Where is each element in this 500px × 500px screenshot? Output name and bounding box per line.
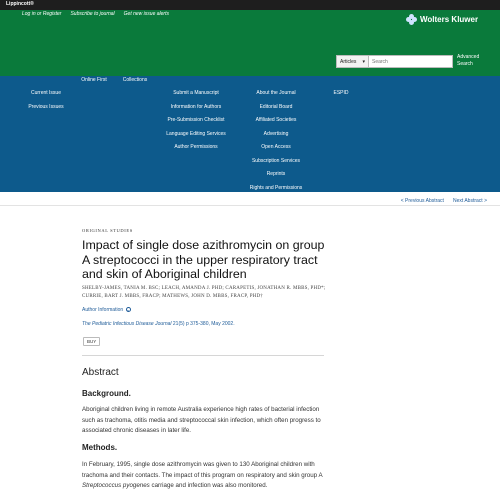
journal-name[interactable]: The Pediatric Infectious Disease Journal: [82, 321, 172, 327]
nav-col-journal: [238, 87, 314, 195]
search-scope-select[interactable]: [336, 55, 369, 68]
background-heading: Background.: [82, 389, 131, 398]
search-scope-value: Articles: [340, 58, 357, 65]
nav-subscription-services[interactable]: Subscription Services: [251, 157, 301, 164]
wolters-kluwer-logo[interactable]: [406, 14, 478, 25]
login-register-link[interactable]: Log in or Register: [22, 11, 62, 17]
nav-author-permissions[interactable]: Author Permissions: [174, 144, 218, 150]
nav-col-authors: [157, 87, 235, 155]
article-section-label: ORIGINAL STUDIES: [82, 228, 133, 233]
methods-text: [82, 460, 327, 492]
nav-language-editing[interactable]: Language Editing Services: [166, 130, 226, 137]
next-abstract-link[interactable]: Next Abstract >: [452, 198, 487, 204]
chevron-down-icon: ▾: [362, 58, 365, 65]
methods-text-part1: In February, 1995, single dose azithromycin was given to 130 Aboriginal children with trachoma and their contacts. The impact of this program on respiratory and skin group A: [82, 461, 323, 479]
nav-affiliated-societies[interactable]: Affiliated Societies: [255, 117, 297, 123]
logo-mark-icon: [406, 14, 417, 25]
abstract-heading: Abstract: [82, 367, 119, 378]
search-bar: [336, 55, 453, 68]
nav-reprints[interactable]: Reprints: [266, 171, 286, 177]
nav-editorial-board[interactable]: Editorial Board: [259, 103, 293, 110]
subscribe-link[interactable]: Subscribe to journal: [70, 11, 115, 17]
nav-info-authors[interactable]: Information for Authors: [170, 103, 222, 110]
abstract-pager: [401, 198, 487, 204]
nav-col-issues: [22, 87, 70, 114]
lippincott-brand[interactable]: Lippincott®: [6, 1, 34, 7]
header-links: [22, 11, 169, 17]
nav-current-issue[interactable]: Current Issue: [30, 90, 61, 96]
nav-rights-permissions[interactable]: Rights and Permissions: [249, 184, 303, 191]
section-rule: [82, 355, 324, 356]
background-text: Aboriginal children living in remote Australia experience high rates of bacterial infection such as trachoma, otitis media and streptococcal skin infection, which often progress to associated chronic diseases in later life.: [82, 406, 321, 434]
nav-online-first[interactable]: Online First: [81, 77, 107, 83]
nav-col-online: [76, 74, 112, 88]
author-information-label: Author Information: [82, 307, 124, 313]
nav-submit-manuscript[interactable]: Submit a Manuscript: [173, 90, 219, 96]
top-bar: [0, 0, 500, 10]
nav-open-access[interactable]: Open Access: [261, 144, 291, 150]
article-authors: SHELBY-JAMES, TANIA M. BSC; LEACH, AMANDA J. PHD; CARAPETIS, JONATHAN R. MBBS, PHD*; CURRIE, BART J. MBBS, FRACP; MATHEWS, JOHN D. MBBS, FRACP, PHD†: [82, 286, 326, 299]
citation-details: 21(5) p 375-380, May 2002.: [171, 321, 235, 327]
nav-collections[interactable]: Collections: [122, 77, 148, 83]
nav-col-espid: [326, 87, 356, 101]
buy-button[interactable]: BUY: [83, 337, 100, 346]
article-title: Impact of single dose azithromycin on group A streptococci in the upper respiratory tract and skin of Aboriginal children: [82, 238, 325, 282]
issue-alerts-link[interactable]: Get new issue alerts: [123, 11, 169, 17]
methods-heading: Methods.: [82, 443, 118, 452]
divider: [0, 205, 500, 206]
nav-presubmission-checklist[interactable]: Pre-Submission Checklist: [167, 117, 225, 123]
advanced-search-link[interactable]: Advanced Search: [457, 54, 480, 67]
nav-espid[interactable]: ESPID: [333, 90, 349, 96]
logo-text: Wolters Kluwer: [420, 15, 479, 24]
nav-advertising[interactable]: Advertising: [263, 130, 289, 137]
methods-organism: Streptococcus pyogenes: [82, 482, 150, 489]
expand-circle-icon: ⌄: [126, 307, 130, 313]
nav-previous-issues[interactable]: Previous Issues: [28, 103, 64, 110]
previous-abstract-link[interactable]: < Previous Abstract: [400, 198, 444, 204]
nav-col-collections: [117, 74, 153, 88]
citation: [82, 321, 327, 327]
author-information-toggle[interactable]: [82, 307, 327, 313]
search-input[interactable]: [369, 55, 453, 68]
methods-text-part2: carriage and infection was also monitored.: [149, 482, 268, 489]
nav-about-journal[interactable]: About the Journal: [256, 90, 296, 96]
